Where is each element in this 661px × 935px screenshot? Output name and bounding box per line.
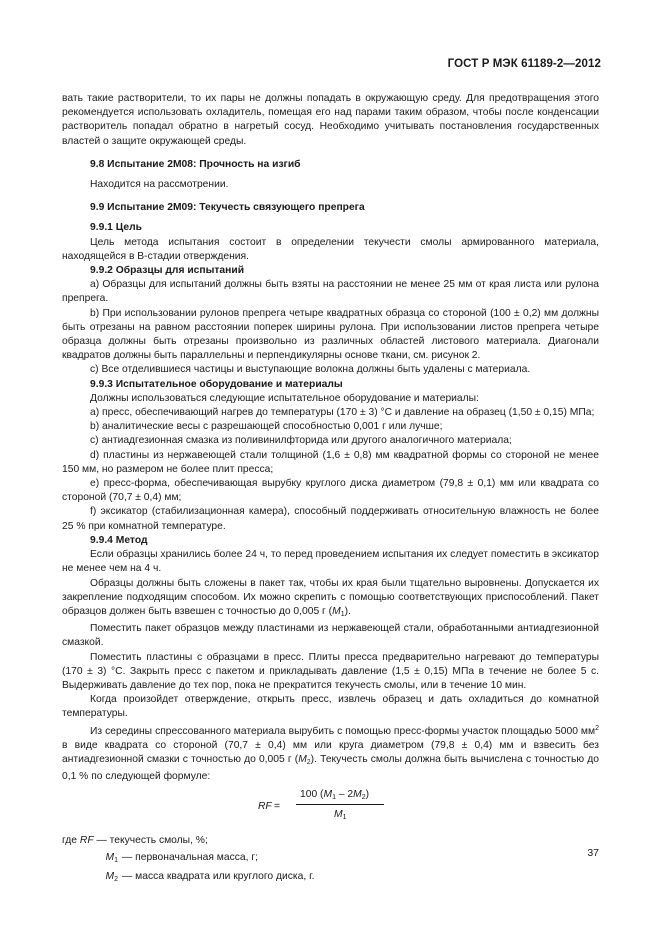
legend-symbol-m2: $M_2$	[105, 870, 118, 883]
section-9-9-title: 9.9 Испытание 2М09: Текучесть связующего препрега	[90, 202, 365, 214]
legend-row-m2	[62, 870, 599, 887]
item-9-9-3-d: d) пластины из нержавеющей стали толщиной (1,6 ± 0,8) мм квадратной формы со стороной не менее 150 мм, но размером не более плит пресса;	[62, 449, 599, 475]
method-paragraph-4: Поместить пластины с образцами в пресс. Плиты пресса предварительно нагревают до температуры (170 ± 3) °С. Закрыть пресс с пакетом и прикладывать давление (1,5 ± 0,15) МПа в течение не более 5 с. Выдерживать давление до тех пор, пока не прекратится текучесть смолы, или в течение 10 мин.	[62, 651, 599, 691]
section-9-9-1-title: 9.9.1 Цель	[90, 222, 143, 234]
legend-text-m2: — масса квадрата или круглого диска, г.	[122, 870, 315, 882]
section-9-8-text: Находится на рассмотрении.	[90, 179, 229, 191]
page-number: 37	[587, 847, 599, 859]
legend-where-word: где	[62, 835, 78, 847]
section-9-9-3-intro: Должны использоваться следующие испытательное оборудование и материалы:	[90, 392, 479, 404]
section-9-9-3-title: 9.9.3 Испытательное оборудование и материалы	[90, 378, 343, 390]
section-9-9-2-title: 9.9.2 Образцы для испытаний	[90, 265, 245, 277]
legend-symbol-rf: RF	[79, 835, 94, 847]
symbol-legend	[62, 834, 599, 887]
formula-equals: =	[274, 801, 281, 813]
page-content	[62, 92, 599, 887]
intro-paragraph: вать такие растворители, то их пары не должны попадать в окружающую среду. Для предотвращения этого рекомендуется использовать охладитель, помещая его над парами таким образом, чтобы после конденсации растворитель попадал обратно в нагретый сосуд. Необходимо учитывать постановления государственных властей о защите окружающей среды.	[62, 93, 599, 147]
method-paragraph-5: Когда произойдет отверждение, открыть пресс, извлечь образец и дать охладиться до комнатной температуры.	[62, 694, 599, 720]
legend-row-rf	[62, 834, 599, 848]
formula-lhs: RF	[258, 801, 272, 813]
standard-header: ГОСТ Р МЭК 61189-2—2012	[447, 58, 601, 70]
item-9-9-3-a: a) пресс, обеспечивающий нагрев до температуры (170 ± 3) °С и давление на образец (1,50 ± 0,15) МПа;	[90, 407, 595, 419]
method-paragraph-3: Поместить пакет образцов между пластинами из нержавеющей стали, обработанными антиадгезионной смазкой.	[62, 623, 599, 649]
item-9-9-2-b: b) При использовании рулонов препрега четыре квадратных образца со стороной (100 ± 0,2) мм должны быть отрезаны на равном расстоянии поперек ширины рулона. При использовании листов препрега четыре образца должны быть отрезаны произвольно из различных областей листового материала. Диагонали квадратов должны быть параллельны и перпендикулярны основе ткани, см. рисунок 2.	[62, 307, 599, 362]
legend-symbol-m1: $M_1$	[105, 851, 118, 864]
item-9-9-3-e: e) пресс-форма, обеспечивающая вырубку круглого диска диаметром (79,8 ± 0,1) мм или квадрата со стороной (70,7 ± 0,4) мм;	[62, 478, 599, 504]
method-paragraph-1: Если образцы хранились более 24 ч, то перед проведением испытания их следует поместить в эксикатор не менее чем на 4 ч.	[62, 549, 599, 575]
formula-denominator: $M_1$	[334, 809, 347, 822]
legend-row-m1	[62, 851, 599, 868]
legend-text-m1: — первоначальная масса, г;	[122, 851, 258, 863]
item-9-9-3-b: b) аналитические весы с разрешающей способностью 0,001 г или лучше;	[90, 421, 443, 433]
section-9-9-4-title: 9.9.4 Метод	[90, 534, 148, 546]
method-paragraph-6: Из середины спрессованного материала вырубить с помощью пресс-формы участок площадью 5000 $мм^2$ в виде квадрата со стороной (70,7 ± 0,4) мм или круга диаметром (79,8 ± 0,4) мм и взвесить без антиадгезионной смазки с точностью до 0,005 г $(M_2)$. Текучесть смолы должна быть вычислена с точностью до 0,1 % по следующей формуле:	[62, 724, 599, 783]
item-9-9-3-c: c) антиадгезионная смазка из поливинилфторида или другого аналогичного материала;	[90, 435, 512, 447]
section-9-9-1-text: Цель метода испытания состоит в определении текучести смолы армированного материала, находящейся в В-стадии отверждения.	[62, 236, 599, 262]
section-9-8-title: 9.8 Испытание 2М08: Прочность на изгиб	[90, 158, 301, 170]
formula-numerator: 100 $(M_1 - 2M_2)$	[300, 789, 370, 802]
legend-text-rf: — текучесть смолы, %;	[96, 835, 208, 847]
item-9-9-3-f: f) эксикатор (стабилизационная камера), способный поддерживать относительную влажность не более 25 % при комнатной температуре.	[62, 506, 599, 532]
flow-formula	[62, 788, 599, 828]
item-9-9-2-a: a) Образцы для испытаний должны быть взяты на расстоянии не менее 25 мм от края листа или рулона препрега.	[62, 279, 599, 305]
method-paragraph-2: Образцы должны быть сложены в пакет так, чтобы их края были тщательно выровнены. Допускается их закрепление подходящим способом. Их можно скрепить с помощью соответствующих приспособлений. Пакет образцов должен быть взвешен с точностью до 0,005 г $(M_1)$.	[62, 577, 599, 618]
formula-fraction-bar	[296, 804, 384, 805]
item-9-9-2-c: c) Все отделившиеся частицы и выступающие волокна должны быть удалены с материала.	[90, 364, 531, 376]
